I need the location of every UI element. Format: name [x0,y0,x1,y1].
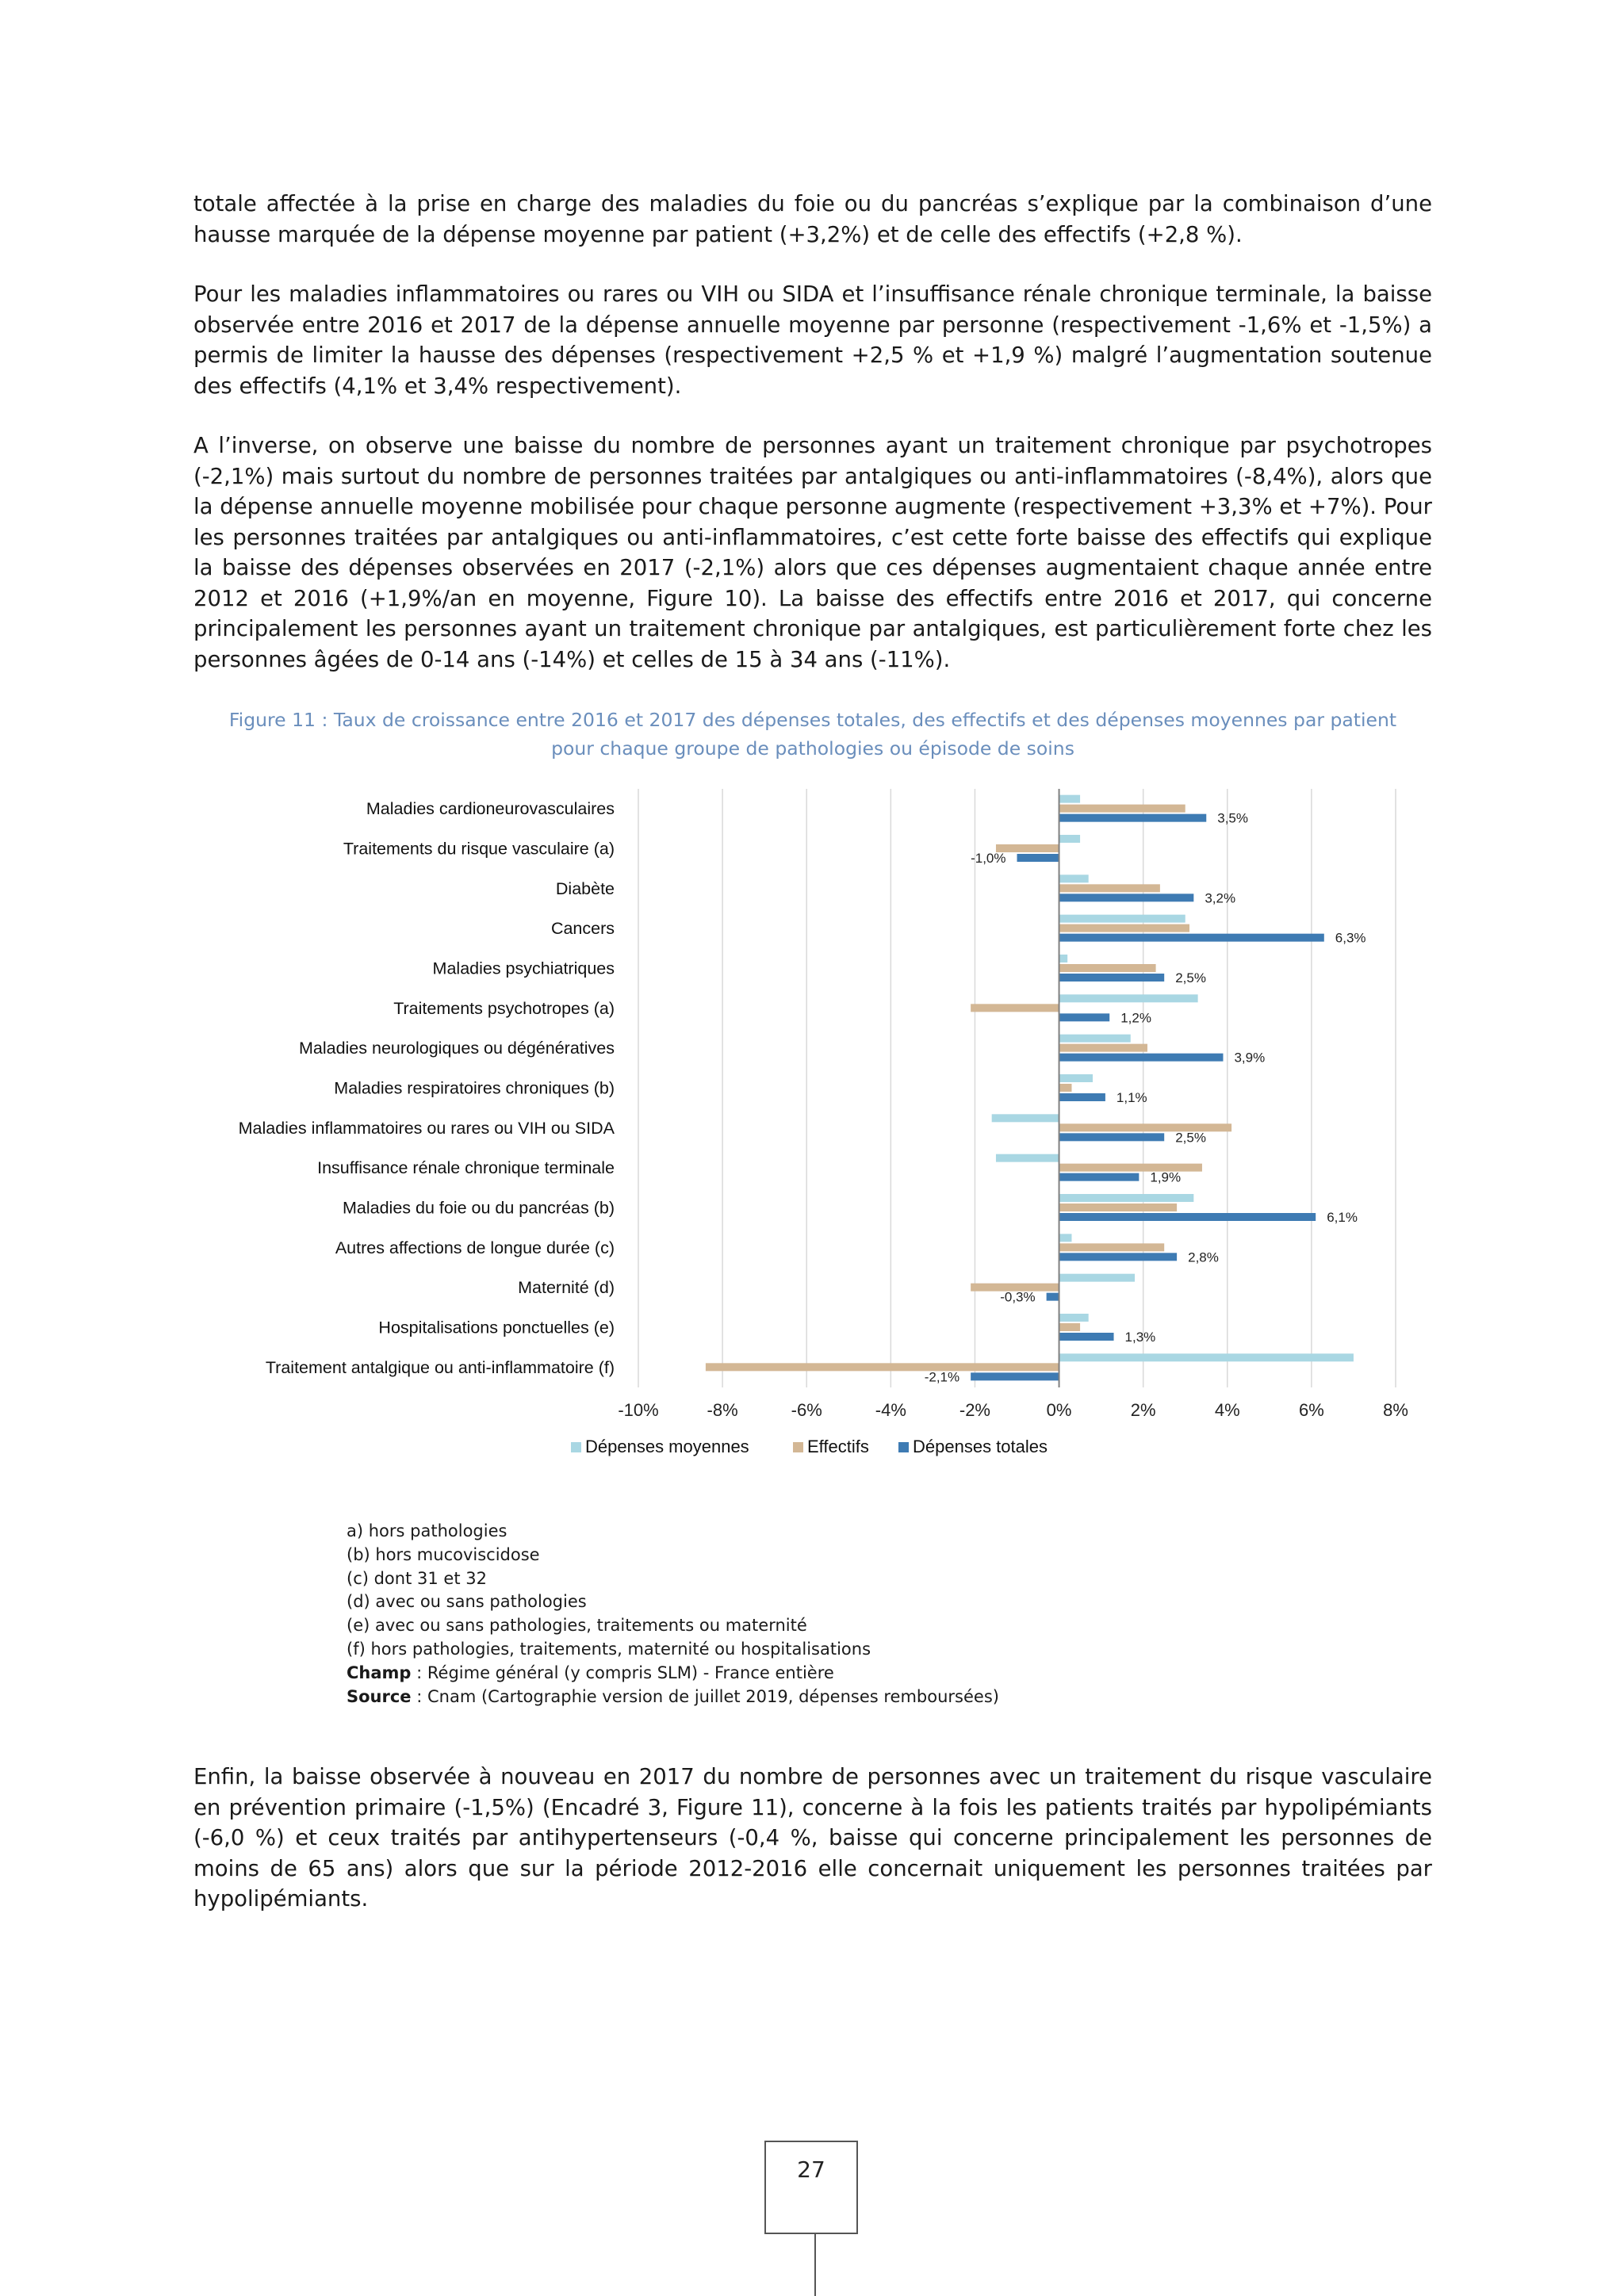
category-label: Maladies psychiatriques [432,959,615,978]
bar-depenses-totales [1059,1054,1224,1062]
category-label: Maladies cardioneurovasculaires [366,799,615,819]
chart-labels [239,799,1366,1384]
paragraph-3: A l’inverse, on observe une baisse du nombre de personnes ayant un traitement chronique par psychotropes (-2,1%) mais surtout du nombre de personnes traitées par antalgiques ou anti-inflammatoires (-8,4%), alors que la dépense annuelle moyenne mobilisée pour chaque personne augmente (respectivement +3,3% et +7%). Pour les personnes traitées par antalgiques ou anti-inflammatoires, c’est cette forte baisse des effectifs qui explique la baisse des dépenses observées en 2017 (-2,1%) alors que ces dépenses augmentaient chaque année entre 2012 et 2016 (+1,9%/an en moyenne, Figure 10). La baisse des effectifs entre 2016 et 2017, qui concerne principalement les personnes ayant un traitement chronique par antalgiques, est particulièrement forte chez les personnes âgées de 0-14 ans (-14%) et celles de 15 à 34 ans (-11%). [193,433,1432,672]
data-label: 1,1% [1116,1090,1147,1105]
bar-depenses-totales [1059,1173,1139,1181]
bar-effectifs [1059,1203,1178,1211]
data-label: 2,8% [1188,1249,1219,1265]
bar-effectifs [1059,924,1189,932]
x-tick-label: -6% [791,1400,822,1420]
legend-label: Dépenses totales [913,1437,1048,1456]
bar-depenses-totales [1059,1253,1178,1261]
bar-depenses-moyennes [1059,994,1198,1002]
x-tick-label: 0% [1046,1400,1072,1420]
category-label: Traitements du risque vasculaire (a) [343,839,615,859]
bar-depenses-moyennes [1059,1194,1194,1202]
x-tick-label: 4% [1214,1400,1240,1420]
bar-effectifs [1059,1084,1072,1092]
bar-depenses-moyennes [1059,874,1089,882]
note-b: (b) hors mucoviscidose [347,1544,540,1564]
bar-effectifs [1059,805,1185,813]
bar-depenses-moyennes [1059,1035,1131,1043]
note-f: (f) hors pathologies, traitements, maternité ou hospitalisations [347,1639,871,1659]
category-label: Maladies respiratoires chroniques (b) [334,1078,615,1098]
bar-effectifs [1059,964,1156,972]
category-label: Traitement antalgique ou anti-inflammatoire (f) [265,1357,615,1377]
paragraph-2: Pour les maladies inflammatoires ou rares ou VIH ou SIDA et l’insuffisance rénale chronique terminale, la baisse observée entre 2016 et 2017 de la dépense annuelle moyenne par personne (respectivement -1,6% et -1,5%) a permis de limiter la hausse des dépenses (respectivement +2,5 % et +1,9 %) malgré l’augmentation soutenue des effectifs (4,1% et 3,4% respectivement). [193,281,1432,399]
data-label: 1,2% [1120,1010,1151,1026]
category-label: Maladies neurologiques ou dégénératives [298,1039,615,1058]
bar-depenses-moyennes [1059,915,1185,923]
bar-depenses-moyennes [1059,1074,1093,1082]
data-label: 3,5% [1217,810,1248,826]
bar-depenses-moyennes [1059,1353,1354,1361]
bar-depenses-totales [1059,894,1194,901]
bar-depenses-totales [1059,1133,1165,1141]
paragraph-1: totale affectée à la prise en charge des maladies du foie ou du pancréas s’explique par la combinaison d’une hausse marquée de la dépense moyenne par patient (+3,2%) et de celle des effectifs (+2,8 %). [193,191,1432,247]
bar-depenses-totales [1059,1013,1110,1021]
champ-label: Champ [347,1663,412,1682]
x-tick-label: -2% [959,1400,991,1420]
bar-effectifs [1059,1044,1147,1052]
bar-depenses-totales [1047,1293,1059,1301]
source-text: : Cnam (Cartographie version de juillet 2019, dépenses remboursées) [411,1686,999,1706]
category-label: Cancers [550,919,615,939]
data-label: 2,5% [1175,1130,1206,1146]
bar-effectifs [1059,884,1160,892]
category-label: Autres affections de longue durée (c) [335,1238,615,1257]
figure-caption-line-1: Figure 11 : Taux de croissance entre 2016 et 2017 des dépenses totales, des effectifs et des dépenses moyennes par patient [228,709,1397,731]
note-source [347,1686,1219,1709]
bar-depenses-moyennes [1059,795,1081,803]
data-label: 6,3% [1335,930,1366,946]
source-label: Source [347,1686,412,1706]
figure-notes [347,1520,1219,1709]
bar-effectifs [706,1363,1059,1371]
page-number-box [764,2141,858,2234]
figure-caption-line-2: pour chaque groupe de pathologies ou épisode de soins [551,737,1074,760]
bar-effectifs [1059,1323,1081,1331]
bar-depenses-totales [971,1372,1059,1380]
bar-depenses-totales [1017,854,1059,862]
category-label: Maladies du foie ou du pancréas (b) [342,1198,615,1218]
x-tick-label: 8% [1383,1400,1408,1420]
category-label: Insuffisance rénale chronique terminale [317,1158,615,1178]
note-c: (c) dont 31 et 32 [347,1568,487,1588]
category-label: Traitements psychotropes (a) [393,998,615,1018]
data-label: -1,0% [971,851,1006,866]
category-label: Maladies inflammatoires ou rares ou VIH ou SIDA [238,1118,615,1138]
category-label: Maternité (d) [518,1278,615,1298]
page-number: 27 [797,2156,825,2183]
legend-swatch [898,1442,909,1452]
bar-depenses-moyennes [996,1154,1059,1162]
bar-depenses-totales [1059,974,1165,982]
data-label: -2,1% [924,1369,960,1385]
note-e: (e) avec ou sans pathologies, traitements ou maternité [347,1616,807,1636]
legend-label: Dépenses moyennes [585,1437,749,1456]
bar-depenses-moyennes [1059,1314,1089,1322]
bar-depenses-totales [1059,814,1207,822]
x-tick-label: -4% [875,1400,906,1420]
growth-rate-bar-chart [190,773,1427,1487]
data-label: -0,3% [1000,1289,1036,1305]
paragraph-4: Enfin, la baisse observée à nouveau en 2017 du nombre de personnes avec un traitement du risque vasculaire en prévention primaire (-1,5%) (Encadré 3, Figure 11), concerne à la fois les patients traités par hypolipémiants (-6,0 %) et ceux traités par antihypertenseurs (-0,4 %, baisse qui concerne principalement les personnes de moins de 65 ans) alors que sur la période 2012-2016 elle concernait uniquement les personnes traitées par hypolipémiants. [193,1764,1432,1911]
data-label: 3,2% [1205,890,1236,906]
legend-swatch [793,1442,803,1452]
note-d: (d) avec ou sans pathologies [347,1592,587,1612]
data-label: 2,5% [1175,970,1206,985]
chart-axis [618,789,1408,1420]
data-label: 1,9% [1150,1169,1182,1185]
data-label: 6,1% [1327,1210,1358,1225]
figure-caption [193,706,1432,763]
bar-depenses-totales [1059,1093,1105,1101]
chart-legend [571,1437,1048,1456]
note-champ [347,1662,1219,1686]
page-number-connector [814,2234,816,2296]
bar-effectifs [971,1004,1059,1012]
x-tick-label: 6% [1298,1400,1324,1420]
x-tick-label: -10% [618,1400,659,1420]
data-label: 1,3% [1124,1330,1156,1345]
bar-depenses-totales [1059,934,1324,942]
legend-label: Effectifs [807,1437,869,1456]
bar-depenses-moyennes [1059,955,1068,962]
bar-depenses-totales [1059,1213,1316,1221]
bar-effectifs [1059,1243,1165,1251]
bar-depenses-totales [1059,1333,1114,1341]
bar-depenses-moyennes [1059,1234,1072,1242]
note-a: a) hors pathologies [347,1521,508,1540]
data-label: 3,9% [1234,1050,1266,1066]
champ-text: : Régime général (y compris SLM) - France entière [411,1663,834,1682]
bar-depenses-moyennes [1059,835,1081,843]
x-tick-label: -8% [707,1400,738,1420]
x-tick-label: 2% [1130,1400,1156,1420]
bar-depenses-moyennes [1059,1274,1136,1282]
legend-swatch [571,1442,581,1452]
category-label: Hospitalisations ponctuelles (e) [378,1318,615,1337]
category-label: Diabète [555,878,615,898]
bar-depenses-moyennes [992,1114,1059,1122]
